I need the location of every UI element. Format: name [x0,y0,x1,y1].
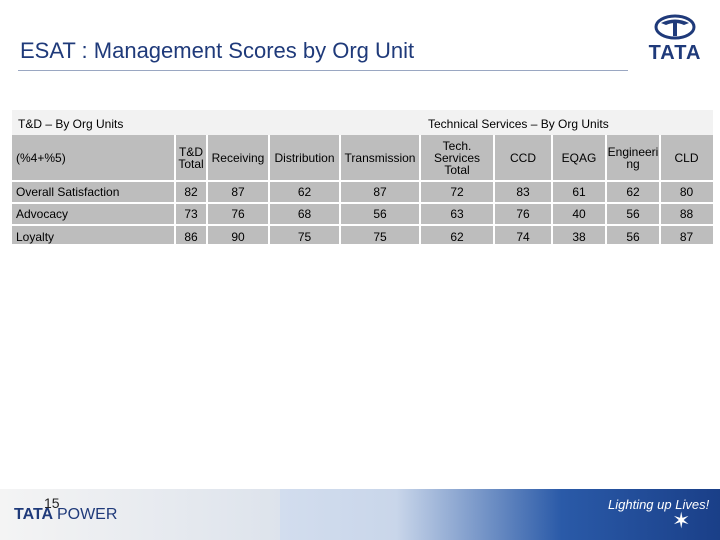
table-cell: 76 [516,207,530,221]
slogan-text: Lighting up Lives! [608,497,710,512]
table-cell: 90 [231,229,245,244]
row-label: Loyalty [16,229,55,244]
table-cell: 56 [373,207,387,221]
td-group-label: T&D – By Org Units [18,117,124,131]
tata-logo [644,14,706,66]
tata-logo-mark-icon [654,14,696,40]
column-header: Engineeri ng [607,145,659,171]
row-divider [12,202,713,204]
sparkle-star-icon: ✶ [672,508,691,533]
table-cell: 62 [450,229,464,244]
column-divider [551,135,553,244]
tata-power-logo [14,506,117,524]
table-cell: 73 [184,207,198,221]
table-cell: 87 [373,185,387,199]
table-cell: 68 [297,207,312,221]
column-header: CLD [674,151,699,165]
group-header-row [12,110,713,135]
table-cell: 87 [231,185,245,199]
table-cell: 72 [450,185,464,199]
tata-power-brand-b: POWER [56,506,118,523]
column-divider [174,135,176,244]
column-divider [493,135,495,244]
table-cell: 62 [297,185,312,199]
column-header: CCD [510,151,536,165]
column-divider [268,135,270,244]
table-cell: 88 [679,207,694,221]
row-divider [12,180,713,182]
page-number: 15 [44,495,60,511]
table-cell: 75 [297,229,312,244]
table-cell: 75 [373,229,387,244]
column-divider [419,135,421,244]
column-divider [605,135,607,244]
table-cell: 74 [516,229,530,244]
table-cell: 76 [231,207,245,221]
table-cell: 61 [572,185,586,199]
tata-power-brand-a: TATA [14,506,53,523]
title-divider [18,70,628,71]
column-header: EQAG [561,151,597,165]
table-cell: 62 [626,185,640,199]
row-label: Advocacy [16,207,69,221]
page-title: ESAT : Management Scores by Org Unit [20,38,415,63]
table-cell: 38 [572,229,586,244]
column-header: Distribution [274,151,335,165]
scores-table [12,110,713,244]
column-header: Tech. Services Total [433,139,480,177]
table-cell: 82 [184,185,198,199]
table-cell: 40 [572,207,586,221]
column-divider [339,135,341,244]
column-header: Transmission [344,151,416,165]
row-label: Overall Satisfaction [16,185,120,199]
column-header: T&D Total [178,145,204,171]
column-divider [659,135,661,244]
table-cell: 83 [516,185,530,199]
table-cell: 63 [450,207,464,221]
ts-group-label: Technical Services – By Org Units [428,117,609,131]
table-cell: 80 [679,185,694,199]
table-cell: 56 [626,229,640,244]
tata-logo-text: TATA [648,42,702,64]
column-header: Receiving [211,151,265,165]
table-cell: 86 [184,229,198,244]
table-cell: 87 [679,229,694,244]
table-cell: 56 [626,207,640,221]
corner-label: (%4+%5) [16,151,66,165]
row-divider [12,224,713,226]
column-divider [206,135,208,244]
